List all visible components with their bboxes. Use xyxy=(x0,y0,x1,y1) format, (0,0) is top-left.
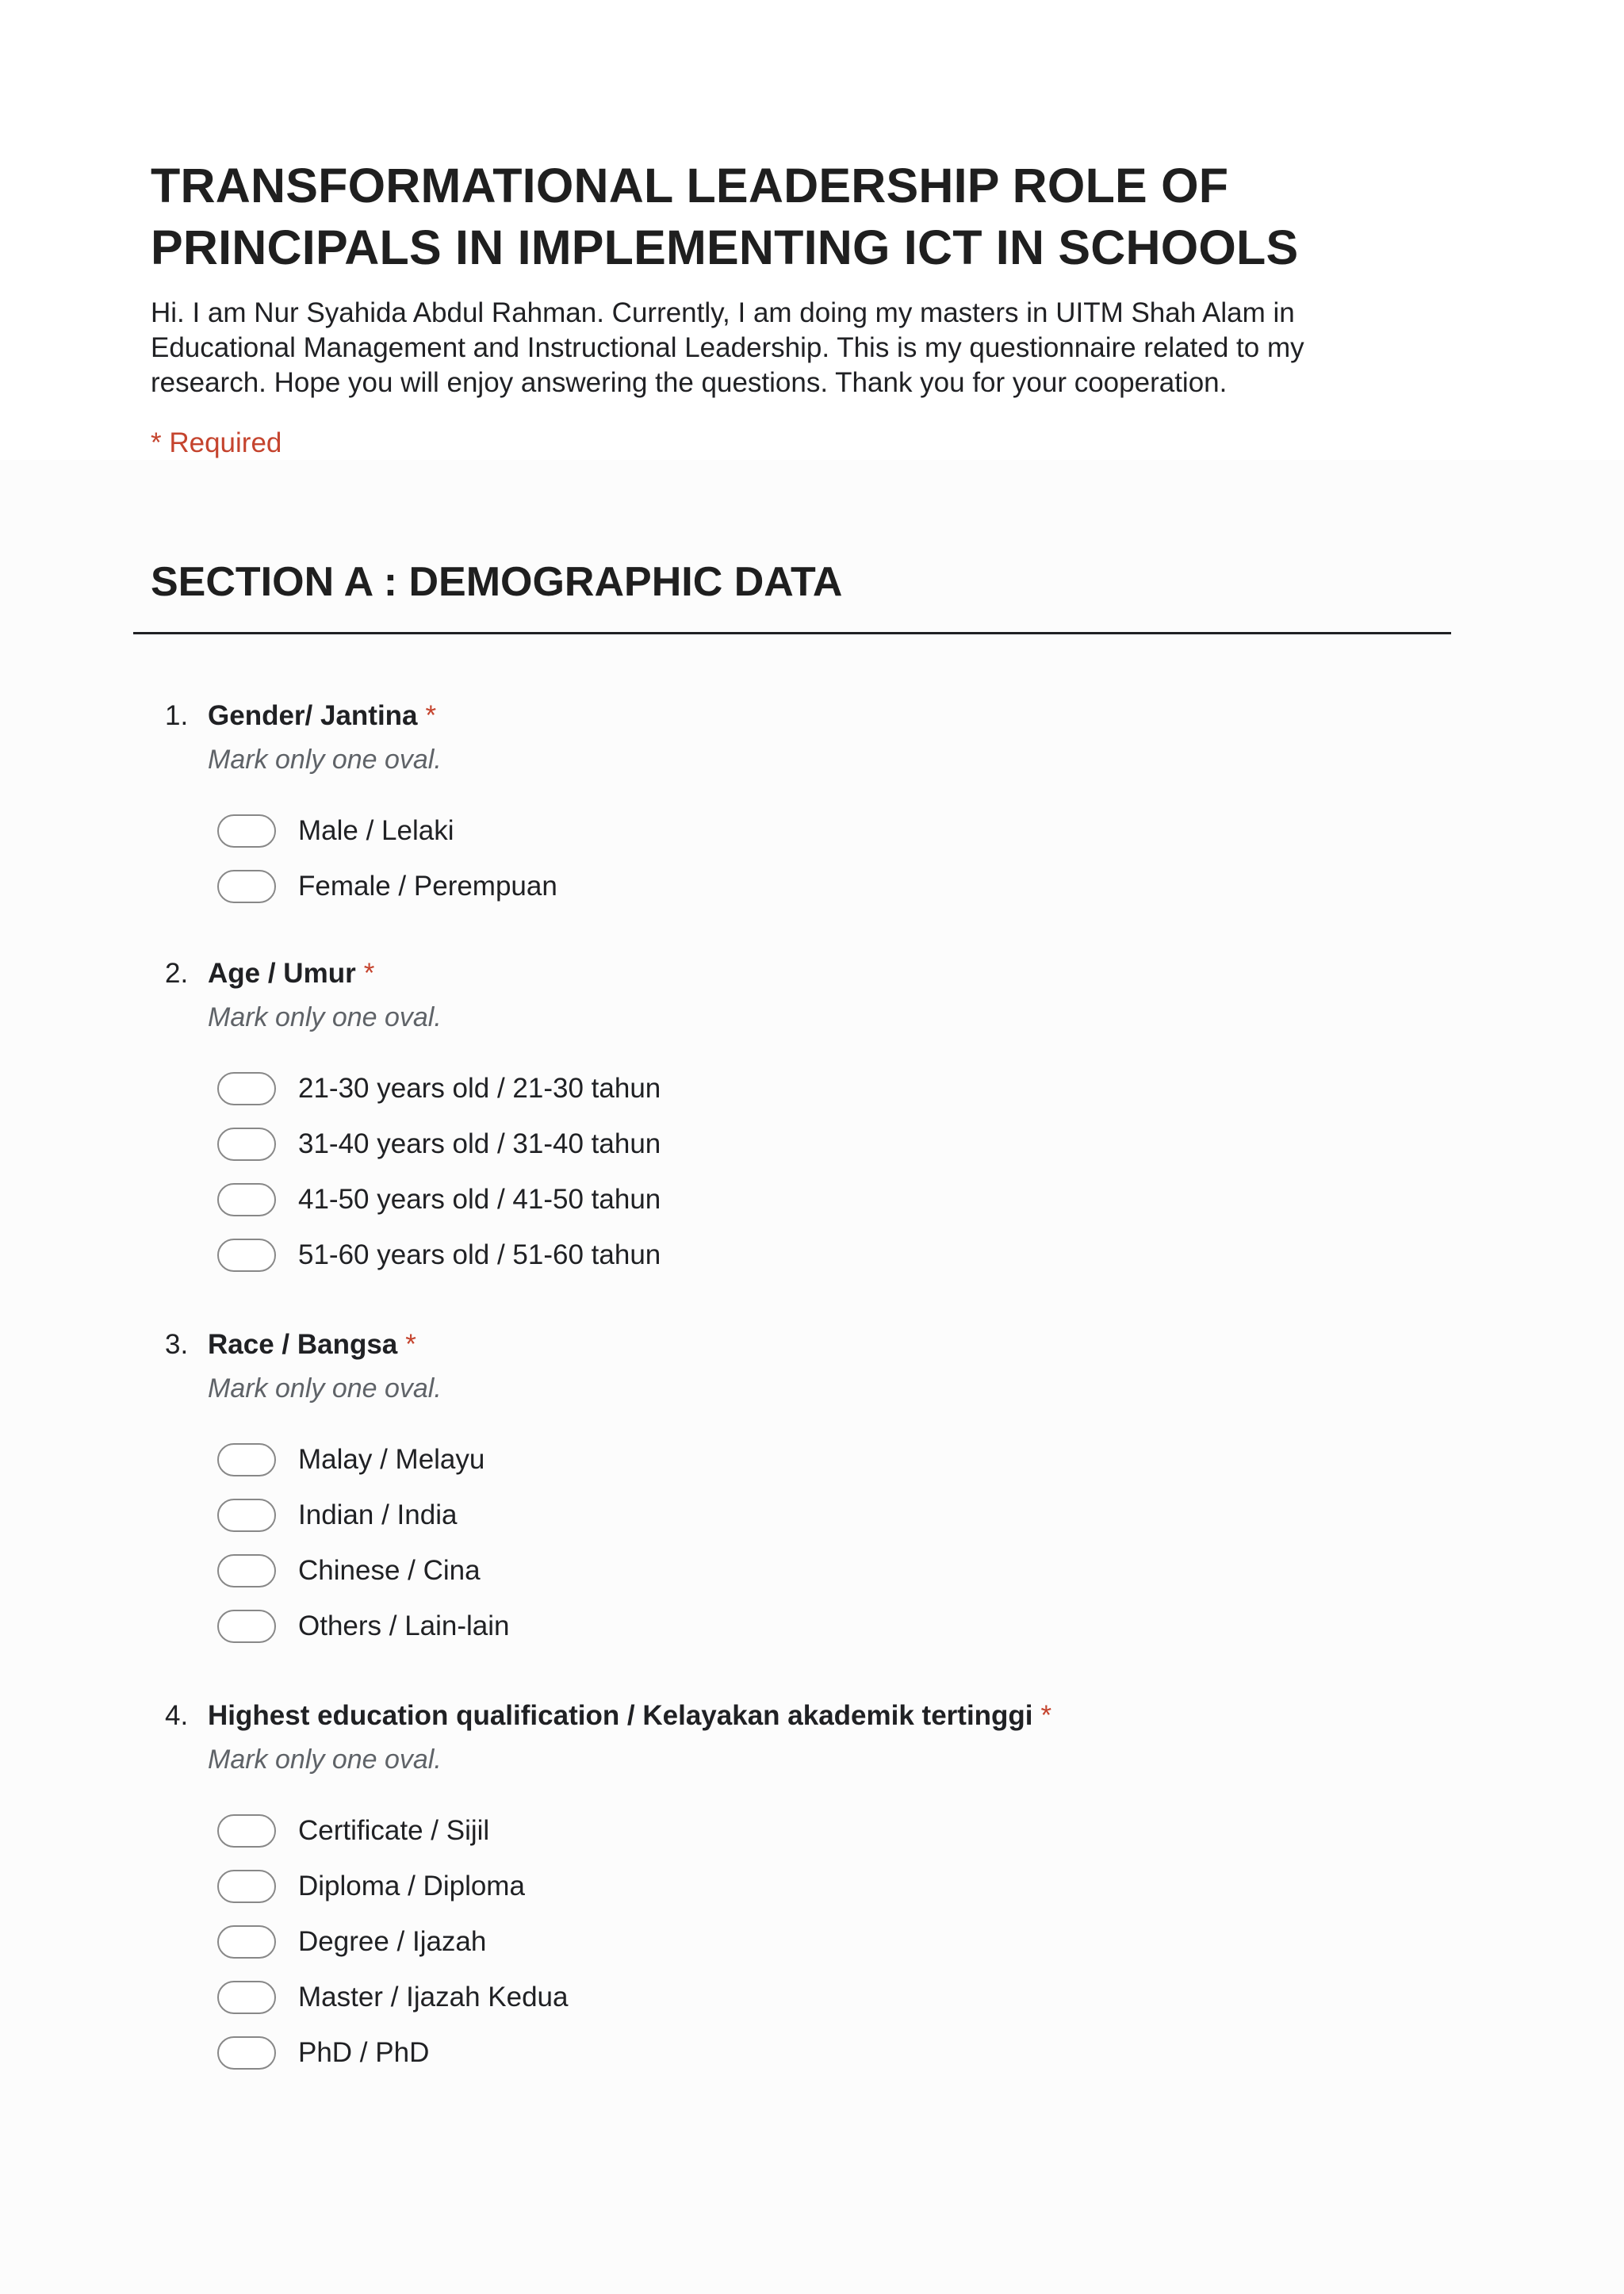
question-number: 2. xyxy=(165,958,189,989)
option-phd[interactable] xyxy=(217,2025,1434,2081)
option-label: Master / Ijazah Kedua xyxy=(298,1982,569,2013)
radio-oval[interactable] xyxy=(217,1072,276,1105)
radio-oval[interactable] xyxy=(217,1925,276,1959)
radio-oval[interactable] xyxy=(217,1981,276,2014)
question-number: 4. xyxy=(165,1700,189,1731)
question-header xyxy=(165,1327,1434,1362)
option-male[interactable] xyxy=(217,803,1434,859)
options-list xyxy=(217,1803,1434,2081)
option-master[interactable] xyxy=(217,1970,1434,2025)
radio-oval[interactable] xyxy=(217,1814,276,1848)
option-age-51-60[interactable] xyxy=(217,1227,1434,1283)
option-label: Diploma / Diploma xyxy=(298,1871,525,1901)
question-gender xyxy=(165,699,1434,914)
options-list xyxy=(217,803,1434,914)
option-label: 51-60 years old / 51-60 tahun xyxy=(298,1239,661,1270)
section-divider xyxy=(133,632,1451,634)
option-certificate[interactable] xyxy=(217,1803,1434,1859)
required-note: * Required xyxy=(151,427,282,458)
option-label: 31-40 years old / 31-40 tahun xyxy=(298,1128,661,1159)
section-title: SECTION A : DEMOGRAPHIC DATA xyxy=(151,559,843,605)
option-age-41-50[interactable] xyxy=(217,1172,1434,1227)
option-diploma[interactable] xyxy=(217,1859,1434,1914)
option-label: Degree / Ijazah xyxy=(298,1926,487,1957)
option-chinese[interactable] xyxy=(217,1543,1434,1599)
form-title-line-2: PRINCIPALS IN IMPLEMENTING ICT IN SCHOOLS xyxy=(151,220,1299,274)
option-label: Certificate / Sijil xyxy=(298,1815,490,1846)
radio-oval[interactable] xyxy=(217,1610,276,1643)
radio-oval[interactable] xyxy=(217,1239,276,1272)
required-asterisk: * xyxy=(1040,1700,1052,1731)
option-others[interactable] xyxy=(217,1599,1434,1654)
radio-oval[interactable] xyxy=(217,1183,276,1216)
required-asterisk: * xyxy=(425,700,437,731)
form-header xyxy=(151,155,1451,459)
option-label: Malay / Melayu xyxy=(298,1444,485,1475)
radio-oval[interactable] xyxy=(217,1443,276,1476)
radio-oval[interactable] xyxy=(217,1870,276,1903)
question-header xyxy=(165,1698,1434,1733)
question-label: Age / Umur xyxy=(208,958,356,989)
options-list xyxy=(217,1061,1434,1283)
form-title xyxy=(151,155,1451,278)
question-hint: Mark only one oval. xyxy=(208,1373,442,1404)
question-header xyxy=(165,699,1434,733)
question-age xyxy=(165,956,1434,1283)
form-title-line-1: TRANSFORMATIONAL LEADERSHIP ROLE OF xyxy=(151,159,1229,213)
option-female[interactable] xyxy=(217,859,1434,914)
option-label: Chinese / Cina xyxy=(298,1555,481,1586)
question-number: 1. xyxy=(165,700,189,731)
question-race xyxy=(165,1327,1434,1654)
question-hint: Mark only one oval. xyxy=(208,745,442,775)
question-number: 3. xyxy=(165,1329,189,1360)
option-label: Others / Lain-lain xyxy=(298,1610,510,1641)
option-label: Male / Lelaki xyxy=(298,815,454,846)
question-label: Race / Bangsa xyxy=(208,1329,398,1360)
radio-oval[interactable] xyxy=(217,1499,276,1532)
required-asterisk: * xyxy=(405,1329,416,1360)
question-label: Gender/ Jantina xyxy=(208,700,418,731)
option-label: 21-30 years old / 21-30 tahun xyxy=(298,1073,661,1104)
question-education xyxy=(165,1698,1434,2081)
option-malay[interactable] xyxy=(217,1432,1434,1488)
option-label: Indian / India xyxy=(298,1499,458,1530)
question-header xyxy=(165,956,1434,991)
radio-oval[interactable] xyxy=(217,1554,276,1587)
question-hint: Mark only one oval. xyxy=(208,1002,442,1032)
options-list xyxy=(217,1432,1434,1654)
question-hint: Mark only one oval. xyxy=(208,1744,442,1775)
required-asterisk: * xyxy=(363,958,375,989)
option-label: Female / Perempuan xyxy=(298,871,557,902)
radio-oval[interactable] xyxy=(217,2036,276,2070)
option-degree[interactable] xyxy=(217,1914,1434,1970)
question-label: Highest education qualification / Kelayakan akademik tertinggi xyxy=(208,1700,1033,1731)
radio-oval[interactable] xyxy=(217,870,276,903)
option-label: PhD / PhD xyxy=(298,2037,430,2068)
option-label: 41-50 years old / 41-50 tahun xyxy=(298,1184,661,1215)
option-indian[interactable] xyxy=(217,1488,1434,1543)
option-age-21-30[interactable] xyxy=(217,1061,1434,1116)
radio-oval[interactable] xyxy=(217,1128,276,1161)
form-description: Hi. I am Nur Syahida Abdul Rahman. Currently, I am doing my masters in UITM Shah Alam in Educational Management and Instructional Leadership. This is my questionnaire related to my research. Hope you will enjoy answering the questions. Thank you for your cooperation. xyxy=(151,297,1304,398)
option-age-31-40[interactable] xyxy=(217,1116,1434,1172)
radio-oval[interactable] xyxy=(217,814,276,848)
